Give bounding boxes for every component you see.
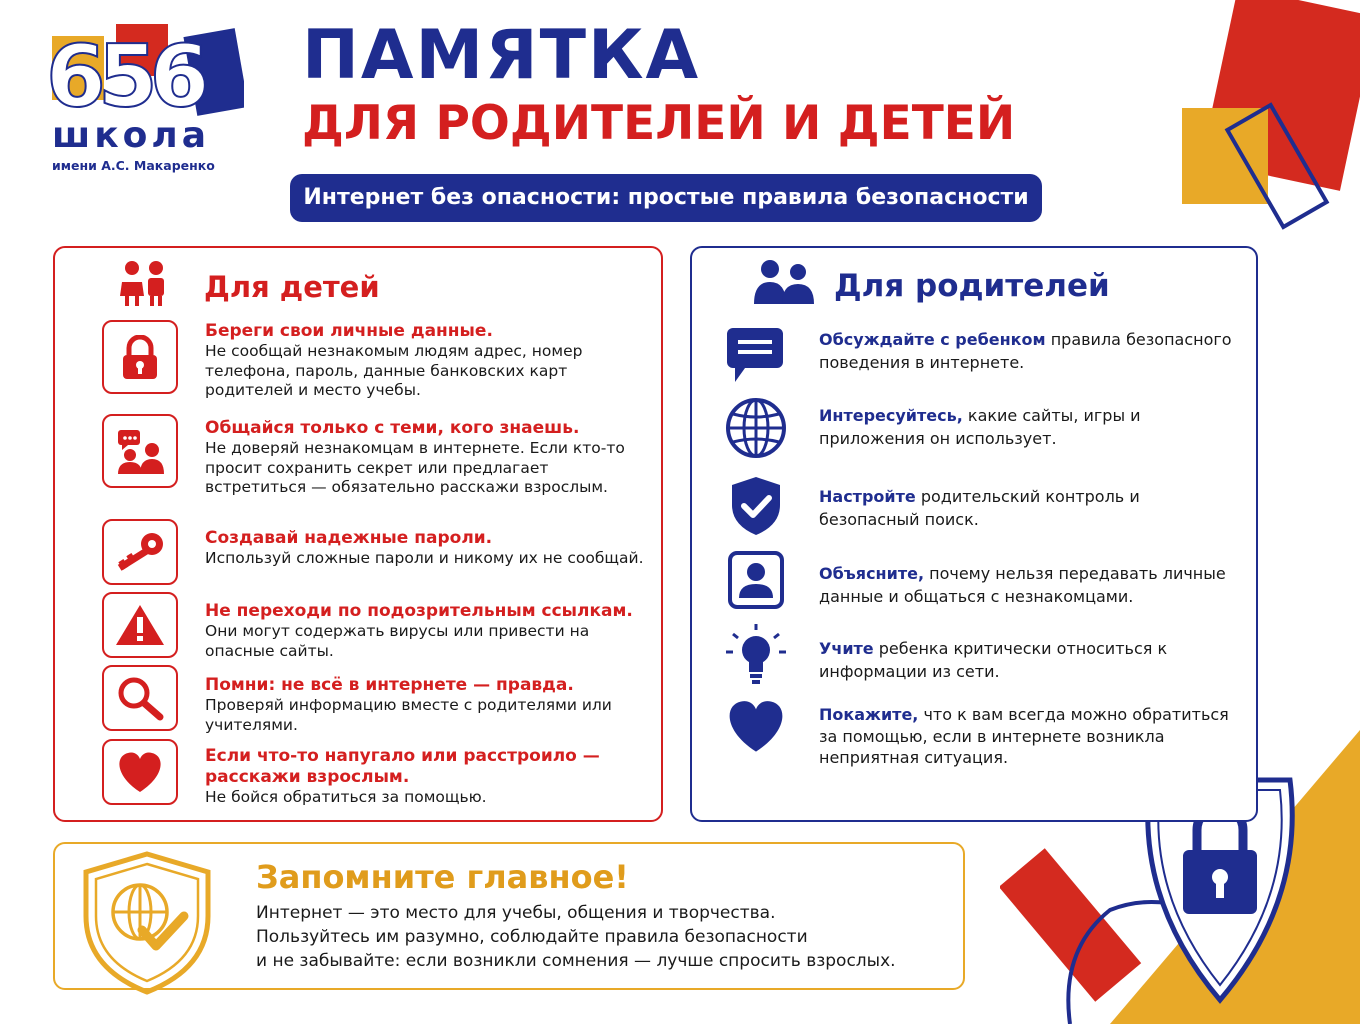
kid-item-text: Проверяй информацию вместе с родителями или учителями. (205, 696, 612, 734)
kid-item-icon-box (102, 519, 178, 585)
par-item (819, 328, 1239, 374)
kid-item (205, 321, 645, 401)
kids-icon (116, 258, 174, 308)
par-item-bold: Настройте (819, 487, 916, 506)
kid-item-text: Они могут содержать вирусы или привести на опасные сайты. (205, 622, 590, 660)
kid-item-heading: Не переходи по подозрительным ссылкам. (205, 601, 633, 621)
par-item-text: родительский контроль и безопасный поиск. (819, 487, 1140, 529)
parents-icon (752, 258, 816, 306)
kid-item-icon-box (102, 592, 178, 658)
summary-line: Пользуйтесь им разумно, соблюдайте правила безопасности (256, 927, 808, 947)
par-item-bold: Учите (819, 639, 874, 658)
kid-item-text: Не бойся обратиться за помощью. (205, 788, 487, 806)
logo-school: школа (52, 115, 211, 156)
kid-item (205, 746, 635, 808)
par-item (819, 637, 1239, 683)
kid-item (205, 601, 645, 661)
heart-icon (724, 697, 788, 755)
kid-item-text: Не доверяй незнакомцам в интернете. Если кто-то просит сохранить секрет или предлагает встретиться — обязательно расскажи взрослым. (205, 439, 625, 496)
kid-item-heading: Общайся только с теми, кого знаешь. (205, 418, 580, 438)
kid-item (205, 528, 645, 569)
page-title: ПАМЯТКА (302, 16, 701, 95)
lightbulb-icon (723, 622, 789, 686)
par-item (819, 485, 1239, 531)
logo-656 (44, 20, 244, 130)
par-item-icon (720, 548, 792, 612)
par-item (819, 404, 1239, 450)
lock-icon (120, 335, 160, 379)
par-item-text: какие сайты, игры и приложения он использует. (819, 406, 1141, 448)
page-subtitle: ДЛЯ РОДИТЕЛЕЙ И ДЕТЕЙ (302, 96, 1016, 151)
par-item-icon (720, 396, 792, 460)
par-item-bold: Интересуйтесь, (819, 406, 963, 425)
chat-icon (725, 324, 787, 384)
summary-line: и не забывайте: если возникли сомнения — лучше спросить взрослых. (256, 951, 896, 971)
kid-item (205, 418, 645, 498)
par-item (819, 704, 1239, 769)
magnifier-icon (114, 675, 166, 721)
summary-title: Запомните главное! (256, 858, 629, 896)
decor-shapes-top (1170, 0, 1360, 250)
par-item-icon (720, 694, 792, 758)
shield-check-icon (728, 475, 784, 537)
globe-icon (724, 396, 788, 460)
key-icon (112, 530, 168, 574)
par-item-icon (720, 622, 792, 686)
summary-line: Интернет — это место для учебы, общения и творчества. (256, 903, 776, 923)
people-chat-icon (114, 428, 166, 474)
svg-text:656: 656 (46, 27, 202, 127)
kid-item-icon-box (102, 739, 178, 805)
kid-item-text: Не сообщай незнакомым людям адрес, номер телефона, пароль, данные банковских карт родителей и место учебы. (205, 342, 583, 399)
banner: Интернет без опасности: простые правила безопасности (290, 174, 1042, 222)
summary-text (256, 901, 946, 973)
kid-item (205, 675, 645, 735)
par-item-icon (720, 322, 792, 386)
kid-item-icon-box (102, 320, 178, 394)
kid-item-text: Используй сложные пароли и никому их не сообщай. (205, 549, 644, 567)
par-item-bold: Обсуждайте с ребенком (819, 330, 1046, 349)
user-icon (727, 550, 785, 610)
par-item (819, 562, 1239, 608)
kid-item-heading: Помни: не всё в интернете — правда. (205, 675, 574, 695)
par-item-bold: Покажите, (819, 705, 919, 724)
kid-item-icon-box (102, 414, 178, 488)
par-item-text: что к вам всегда можно обратиться за помощью, если в интернете возникла неприятная ситуация. (819, 705, 1229, 767)
par-item-text: почему нельзя передавать личные данные и общаться с незнакомцами. (819, 564, 1226, 606)
heart-icon (115, 750, 165, 794)
par-item-text: правила безопасного поведения в интернете. (819, 330, 1232, 372)
kid-item-heading: Создавай надежные пароли. (205, 528, 493, 548)
par-item-bold: Объясните, (819, 564, 925, 583)
parents-panel-title: Для родителей (834, 268, 1110, 304)
kid-item-heading: Если что-то напугало или расстроило — расскажи взрослым. (205, 746, 600, 787)
kid-item-heading: Береги свои личные данные. (205, 321, 493, 341)
kid-item-icon-box (102, 665, 178, 731)
par-item-icon (720, 474, 792, 538)
kids-panel-title: Для детей (204, 270, 380, 304)
warning-icon (114, 603, 166, 647)
par-item-text: ребенка критически относиться к информации из сети. (819, 639, 1168, 681)
logo-school-name: имени А.С. Макаренко (52, 158, 215, 173)
shield-globe-icon (80, 850, 214, 996)
